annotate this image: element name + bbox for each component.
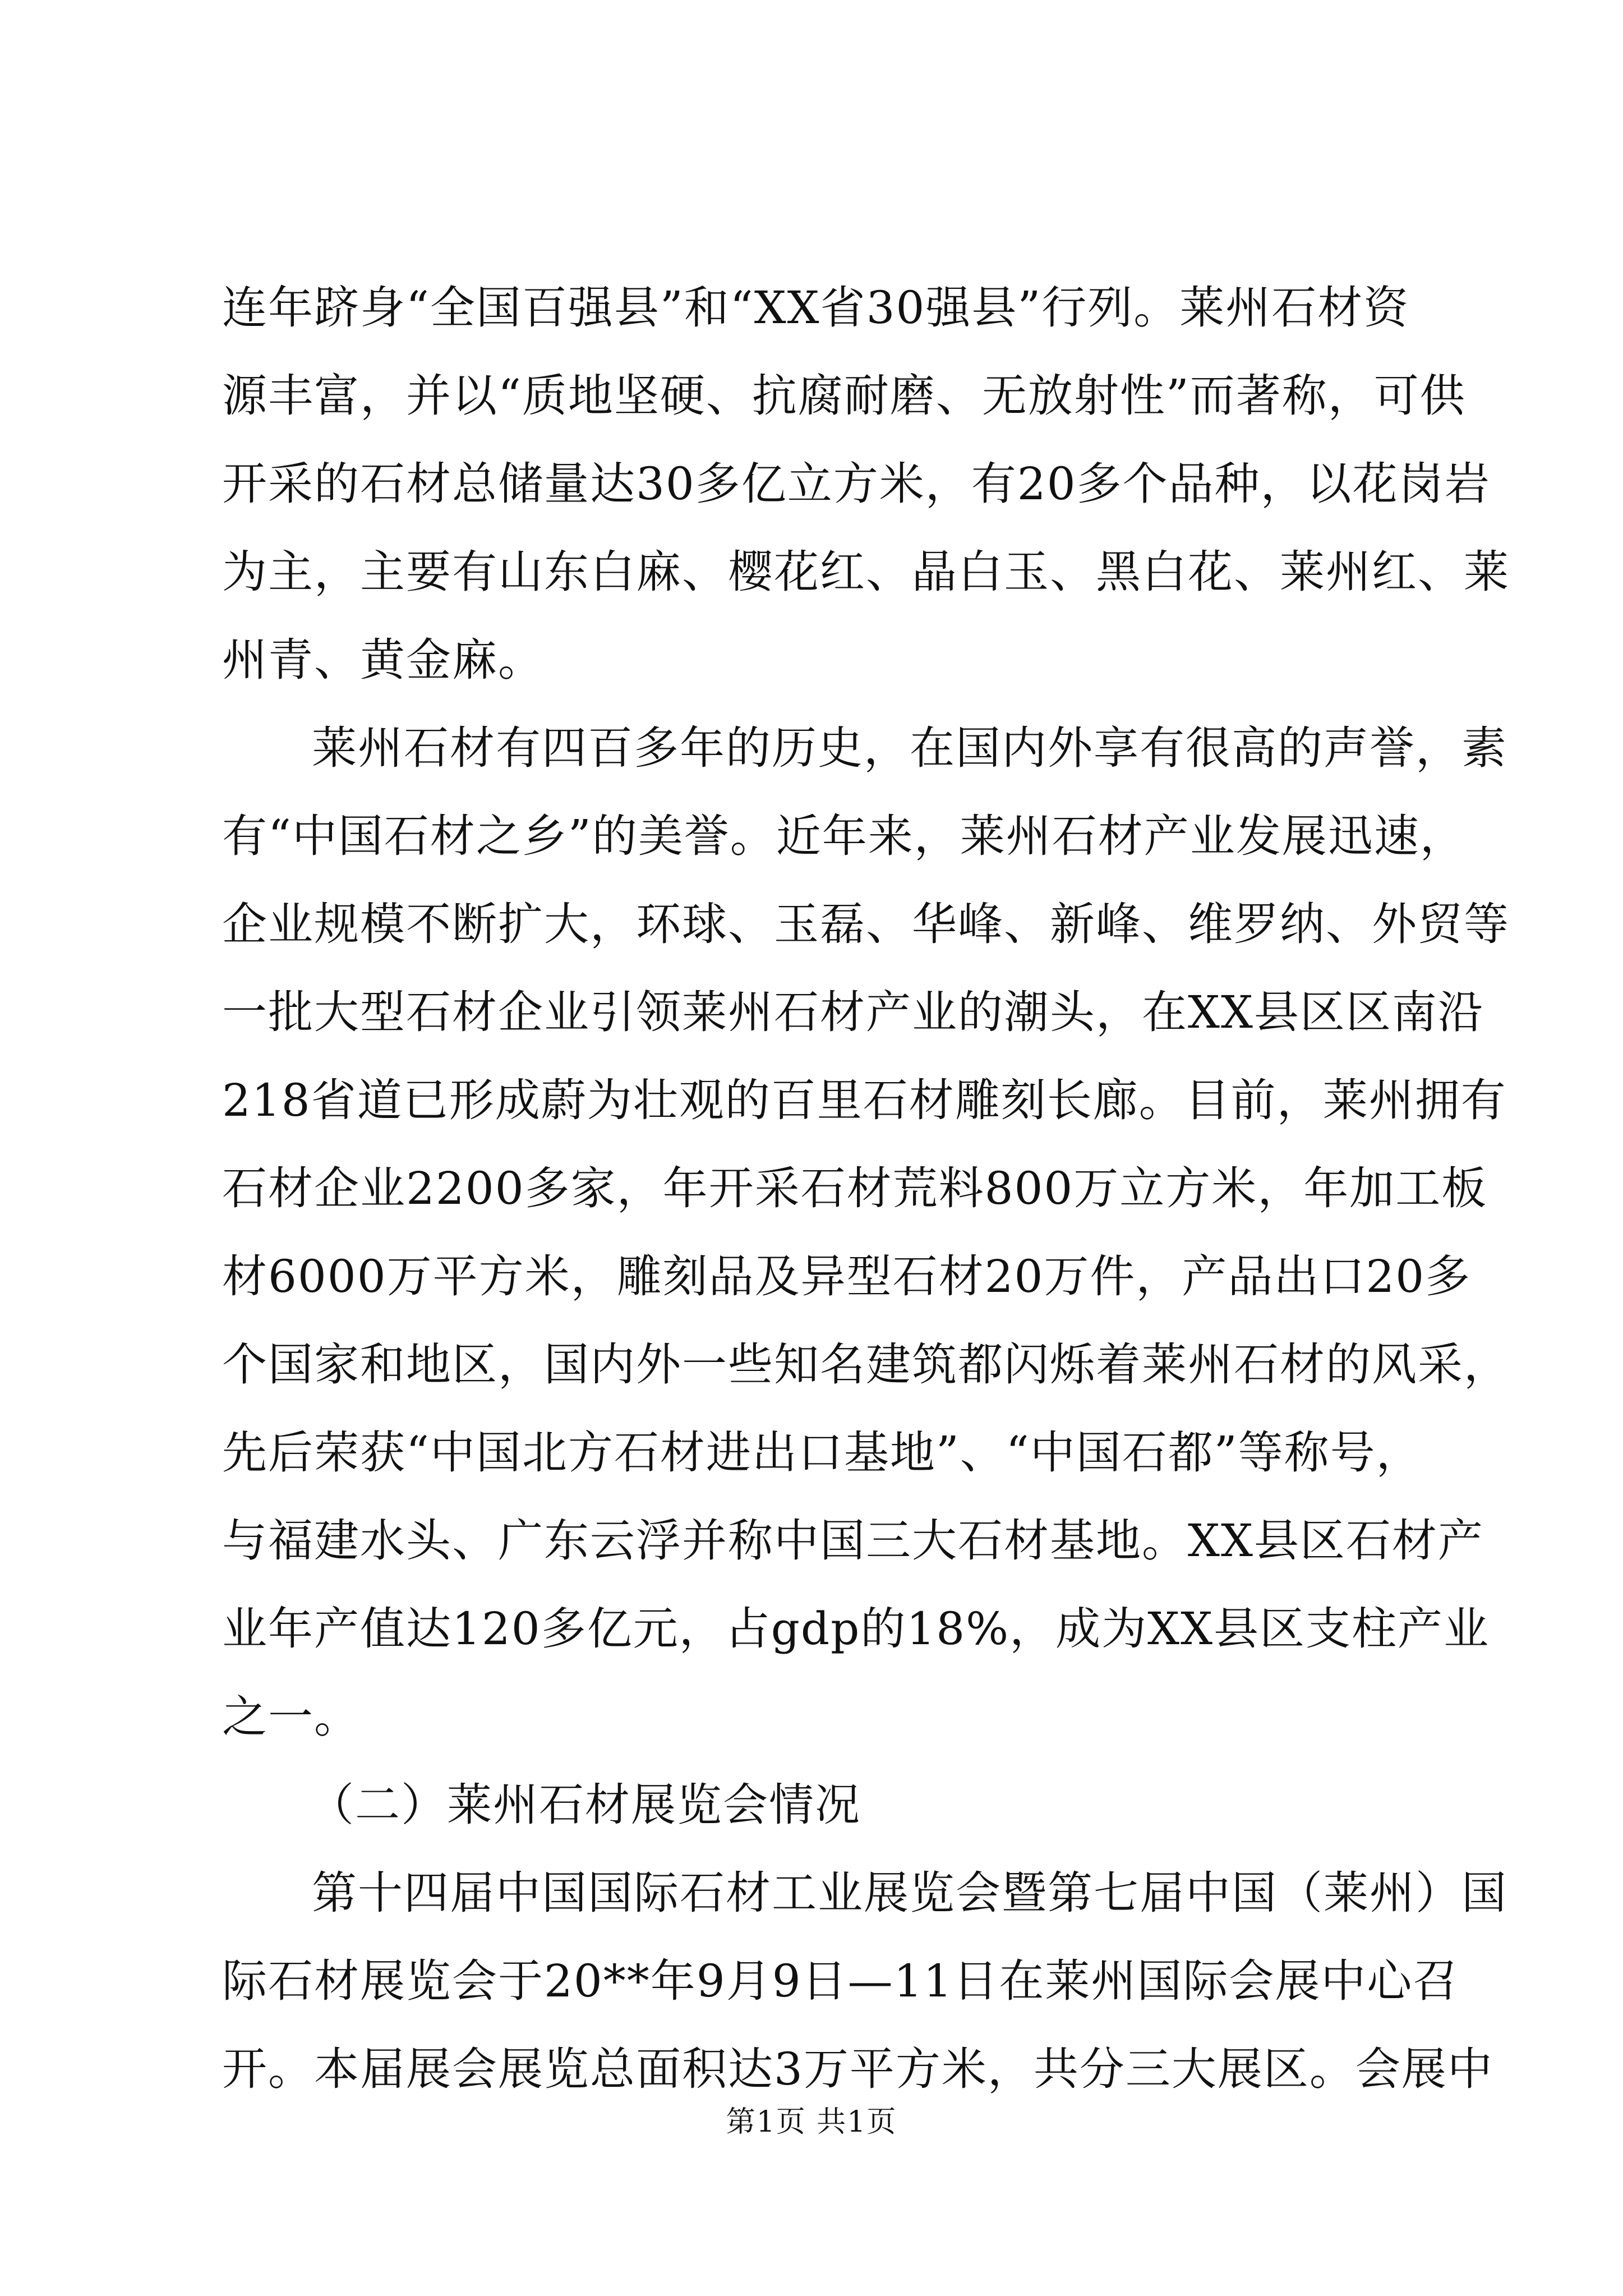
paragraph-line: 际石材展览会于20**年9月9日—11日在莱州国际会展中心召 bbox=[222, 1955, 1459, 2007]
paragraph-line: 开采的石材总储量达30多亿立方米，有20多个品种，以花岗岩 bbox=[222, 458, 1491, 510]
paragraph-line: 第十四届中国国际石材工业展览会暨第七届中国（莱州）国 bbox=[312, 1867, 1507, 1919]
paragraph-line: 源丰富，并以“质地坚硬、抗腐耐磨、无放射性”而著称，可供 bbox=[222, 370, 1466, 422]
paragraph-line: 个国家和地区，国内外一些知名建筑都闪烁着莱州石材的风采， bbox=[222, 1338, 1510, 1391]
paragraph-line: 先后荣获“中国北方石材进出口基地”、“中国石都”等称号， bbox=[222, 1427, 1422, 1479]
paragraph-line: 为主，主要有山东白麻、樱花红、晶白玉、黑白花、莱州红、莱 bbox=[222, 546, 1510, 598]
paragraph-line: 之一。 bbox=[222, 1691, 360, 1743]
section-heading: （二）莱州石材展览会情况 bbox=[309, 1779, 861, 1831]
paragraph-line: 连年跻身“全国百强县”和“XX省30强县”行列。莱州石材资 bbox=[222, 282, 1410, 334]
paragraph-line: 石材企业2200多家，年开采石材荒料800万立方米，年加工板 bbox=[222, 1162, 1488, 1214]
page-footer bbox=[0, 2102, 1623, 2142]
paragraph-line: 与福建水头、广东云浮并称中国三大石材基地。XX县区石材产 bbox=[222, 1515, 1484, 1567]
paragraph-line: 莱州石材有四百多年的历史，在国内外享有很高的声誉，素 bbox=[312, 722, 1507, 774]
page-number: 第1页 共1页 bbox=[726, 2105, 897, 2139]
paragraph-line: 218省道已形成蔚为壮观的百里石材雕刻长廊。目前，莱州拥有 bbox=[222, 1074, 1507, 1126]
paragraph-line: 开。本届展会展览总面积达3万平方米，共分三大展区。会展中 bbox=[222, 2043, 1493, 2095]
paragraph-line: 业年产值达120多亿元，占gdp的18%，成为XX县区支柱产业 bbox=[222, 1603, 1490, 1655]
paragraph-line: 一批大型石材企业引领莱州石材产业的潮头，在XX县区区南沿 bbox=[222, 986, 1484, 1038]
paragraph-line: 州青、黄金麻。 bbox=[222, 634, 544, 686]
document-body bbox=[222, 264, 1510, 2113]
paragraph-line: 材6000万平方米，雕刻品及异型石材20万件，产品出口20多 bbox=[222, 1250, 1472, 1303]
paragraph-line: 企业规模不断扩大，环球、玉磊、华峰、新峰、维罗纳、外贸等 bbox=[222, 898, 1510, 950]
paragraph-line: 有“中国石材之乡”的美誉。近年来，莱州石材产业发展迅速， bbox=[222, 810, 1466, 862]
